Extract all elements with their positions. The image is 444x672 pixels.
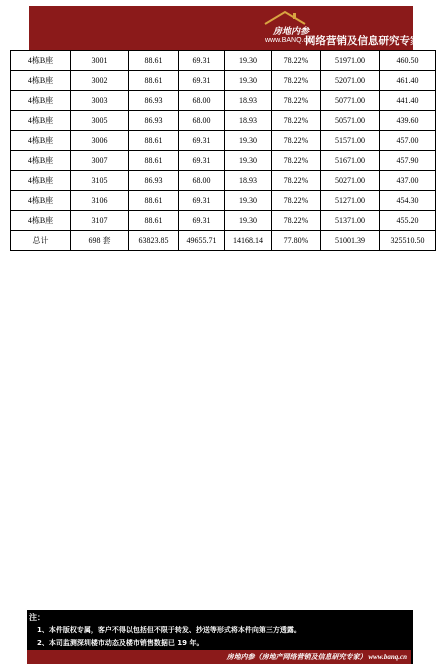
footer-notes xyxy=(27,610,413,664)
cell-built-area: 88.61 xyxy=(129,71,179,91)
total-usage-rate: 77.80% xyxy=(272,231,321,251)
total-unit-price: 51001.39 xyxy=(321,231,380,251)
banner-title: 网络营销及信息研究专家 xyxy=(305,35,421,47)
table-row xyxy=(11,151,436,171)
cell-room: 3001 xyxy=(71,51,129,71)
cell-building: 4栋B座 xyxy=(11,111,71,131)
cell-inner-area: 69.31 xyxy=(179,71,225,91)
cell-built-area: 86.93 xyxy=(129,91,179,111)
cell-total-price: 441.40 xyxy=(380,91,436,111)
note-monitoring: 2、本司监测深圳楼市动态及楼市销售数据已 19 年。 xyxy=(37,639,204,647)
cell-shared-area: 19.30 xyxy=(225,211,272,231)
cell-shared-area: 18.93 xyxy=(225,171,272,191)
cell-room: 3106 xyxy=(71,191,129,211)
logo-url: www.BANQ.cn xyxy=(265,37,311,44)
footer-brand-text: 房地内参（房地产网络营销及信息研究专家） www.banq.cn xyxy=(226,653,407,661)
cell-shared-area: 18.93 xyxy=(225,111,272,131)
note-copyright: 1、本件版权专属，客户不得以包括但不限于转发、抄送等形式将本件向第三方透露。 xyxy=(37,626,301,634)
cell-shared-area: 19.30 xyxy=(225,51,272,71)
header-banner xyxy=(29,6,421,50)
cell-total-price: 454.30 xyxy=(380,191,436,211)
table-row xyxy=(11,111,436,131)
cell-unit-price: 50771.00 xyxy=(321,91,380,111)
cell-unit-price: 51971.00 xyxy=(321,51,380,71)
cell-usage-rate: 78.22% xyxy=(272,131,321,151)
cell-built-area: 88.61 xyxy=(129,211,179,231)
cell-shared-area: 18.93 xyxy=(225,91,272,111)
cell-shared-area: 19.30 xyxy=(225,131,272,151)
cell-building: 4栋B座 xyxy=(11,211,71,231)
cell-built-area: 88.61 xyxy=(129,151,179,171)
cell-inner-area: 69.31 xyxy=(179,131,225,151)
cell-total-price: 439.60 xyxy=(380,111,436,131)
cell-room: 3003 xyxy=(71,91,129,111)
cell-building: 4栋B座 xyxy=(11,51,71,71)
cell-room: 3002 xyxy=(71,71,129,91)
cell-inner-area: 68.00 xyxy=(179,91,225,111)
footer-brand-bar xyxy=(27,650,411,664)
total-shared-area: 14168.14 xyxy=(225,231,272,251)
table-row xyxy=(11,171,436,191)
table-total-row xyxy=(11,231,436,251)
cell-inner-area: 68.00 xyxy=(179,171,225,191)
cell-unit-price: 51371.00 xyxy=(321,211,380,231)
cell-total-price: 455.20 xyxy=(380,211,436,231)
logo-text: 房地内参 xyxy=(273,26,310,36)
cell-usage-rate: 78.22% xyxy=(272,171,321,191)
cell-room: 3007 xyxy=(71,151,129,171)
total-inner-area: 49655.71 xyxy=(179,231,225,251)
cell-built-area: 88.61 xyxy=(129,51,179,71)
cell-room: 3105 xyxy=(71,171,129,191)
note-title: 注： xyxy=(29,613,45,622)
cell-usage-rate: 78.22% xyxy=(272,91,321,111)
cell-usage-rate: 78.22% xyxy=(272,51,321,71)
total-total-price: 325510.50 xyxy=(380,231,436,251)
cell-shared-area: 19.30 xyxy=(225,71,272,91)
cell-built-area: 88.61 xyxy=(129,131,179,151)
total-building: 总计 xyxy=(11,231,71,251)
page-number: 26 xyxy=(404,612,413,622)
cell-building: 4栋B座 xyxy=(11,91,71,111)
table-row xyxy=(11,191,436,211)
table-row xyxy=(11,51,436,71)
cell-building: 4栋B座 xyxy=(11,151,71,171)
sales-table xyxy=(10,50,436,251)
cell-built-area: 88.61 xyxy=(129,191,179,211)
cell-unit-price: 51671.00 xyxy=(321,151,380,171)
cell-built-area: 86.93 xyxy=(129,171,179,191)
total-room: 698 套 xyxy=(71,231,129,251)
cell-unit-price: 50571.00 xyxy=(321,111,380,131)
cell-unit-price: 50271.00 xyxy=(321,171,380,191)
cell-usage-rate: 78.22% xyxy=(272,191,321,211)
cell-total-price: 460.50 xyxy=(380,51,436,71)
cell-usage-rate: 78.22% xyxy=(272,151,321,171)
cell-built-area: 86.93 xyxy=(129,111,179,131)
cell-building: 4栋B座 xyxy=(11,131,71,151)
cell-inner-area: 69.31 xyxy=(179,51,225,71)
cell-total-price: 437.00 xyxy=(380,171,436,191)
cell-unit-price: 51571.00 xyxy=(321,131,380,151)
cell-total-price: 457.00 xyxy=(380,131,436,151)
cell-building: 4栋B座 xyxy=(11,171,71,191)
cell-usage-rate: 78.22% xyxy=(272,211,321,231)
cell-inner-area: 69.31 xyxy=(179,191,225,211)
table-row xyxy=(11,211,436,231)
cell-shared-area: 19.30 xyxy=(225,151,272,171)
cell-unit-price: 51271.00 xyxy=(321,191,380,211)
cell-inner-area: 69.31 xyxy=(179,151,225,171)
cell-room: 3006 xyxy=(71,131,129,151)
cell-room: 3107 xyxy=(71,211,129,231)
table-row xyxy=(11,91,436,111)
total-built-area: 63823.85 xyxy=(129,231,179,251)
cell-usage-rate: 78.22% xyxy=(272,71,321,91)
table-row xyxy=(11,131,436,151)
cell-unit-price: 52071.00 xyxy=(321,71,380,91)
cell-inner-area: 68.00 xyxy=(179,111,225,131)
cell-total-price: 457.90 xyxy=(380,151,436,171)
cell-inner-area: 69.31 xyxy=(179,211,225,231)
cell-usage-rate: 78.22% xyxy=(272,111,321,131)
cell-total-price: 461.40 xyxy=(380,71,436,91)
cell-shared-area: 19.30 xyxy=(225,191,272,211)
cell-building: 4栋B座 xyxy=(11,71,71,91)
table-row xyxy=(11,71,436,91)
cell-room: 3005 xyxy=(71,111,129,131)
cell-building: 4栋B座 xyxy=(11,191,71,211)
